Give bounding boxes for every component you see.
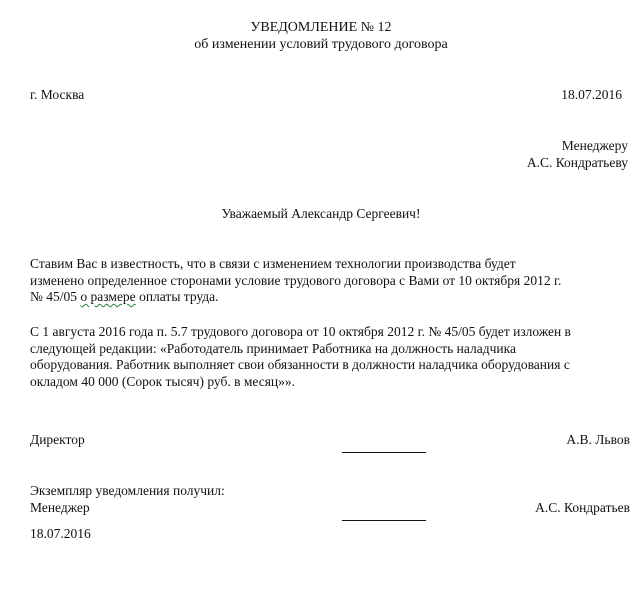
paragraph-line (30, 289, 630, 306)
text-fragment: оплаты труда. (135, 289, 219, 304)
receipt-signature-line (342, 520, 426, 521)
receipt-date: 18.07.2016 (30, 526, 91, 541)
paragraph-notice (30, 256, 630, 306)
director-signature-line (342, 452, 426, 453)
paragraph-line: окладом 40 000 (Сорок тысяч) руб. в месяц»». (30, 373, 296, 389)
document-subtitle: об изменении условий трудового договора (194, 37, 448, 52)
spellcheck-marked-text: о размере (80, 289, 136, 304)
receipt-position: Менеджер (30, 500, 90, 515)
text-fragment: № 45/05 (30, 289, 81, 304)
addressee-name: А.С. Кондратьеву (526, 155, 628, 170)
city: г. Москва (30, 87, 85, 102)
receipt-label: Экземпляр уведомления получил: (30, 483, 225, 498)
greeting: Уважаемый Александр Сергеевич! (221, 206, 421, 221)
paragraph-line: следующей редакции: «Работодатель принимает Работника на должность наладчика (30, 340, 516, 356)
paragraph-line: изменено определенное сторонами условие трудового договора с Вами от 10 октября 2012 г. (30, 272, 562, 288)
director-name: А.В. Львов (566, 432, 630, 447)
paragraph-line: оборудования. Работник выполняет свои обязанности в должности наладчика оборудования с (30, 357, 570, 372)
paragraph-line: Ставим Вас в известность, что в связи с изменением технологии производства будет (30, 256, 516, 271)
document-title: УВЕДОМЛЕНИЕ № 12 (250, 20, 392, 35)
paragraph-new-wording (30, 324, 630, 390)
director-title: Директор (30, 432, 85, 447)
receipt-name: А.С. Кондратьев (535, 500, 630, 515)
addressee-position: Менеджеру (561, 138, 628, 153)
document-date: 18.07.2016 (561, 87, 622, 102)
paragraph-line: С 1 августа 2016 года п. 5.7 трудового договора от 10 октября 2012 г. № 45/05 будет изложен в (30, 324, 571, 339)
